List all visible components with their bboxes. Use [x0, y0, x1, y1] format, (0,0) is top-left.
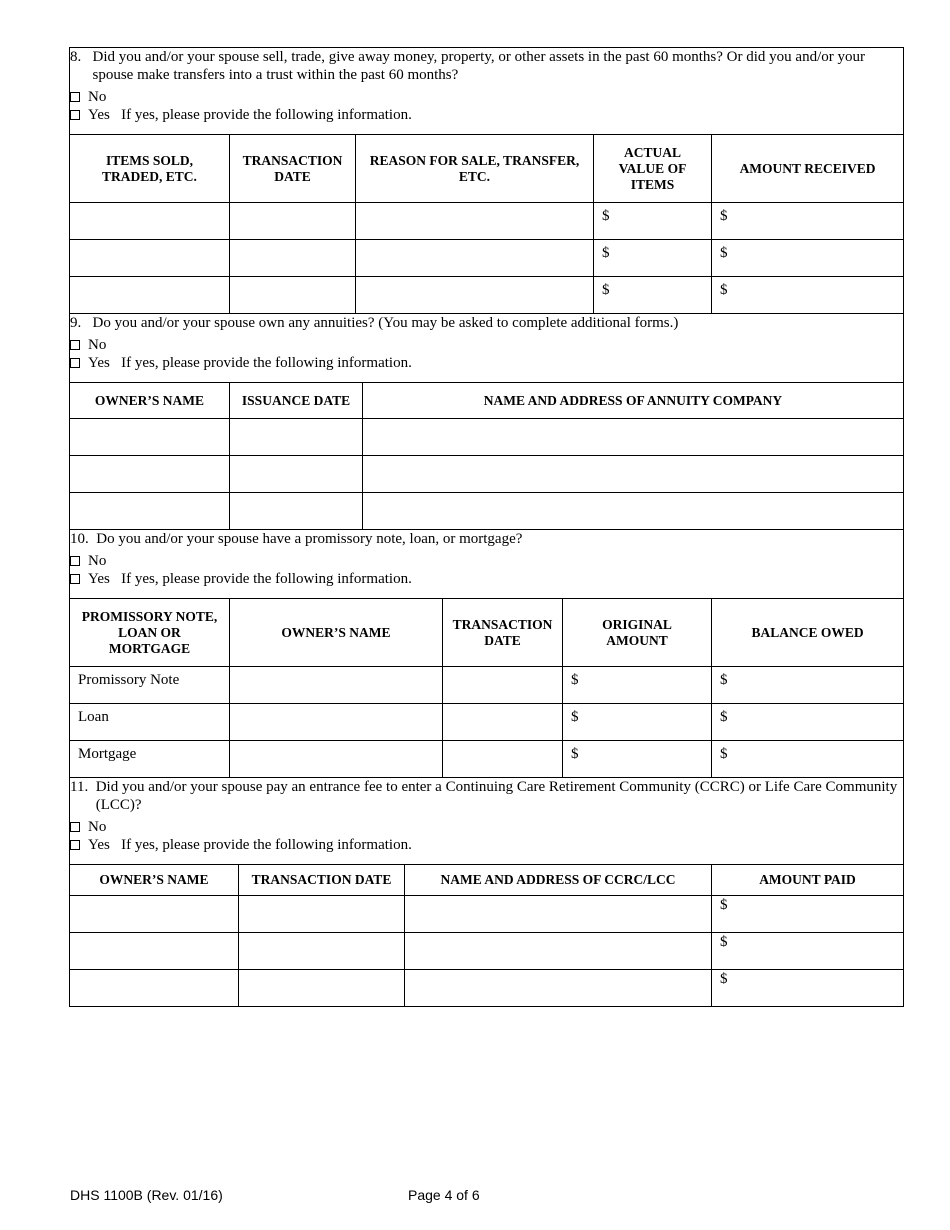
q11-owner-input[interactable] — [70, 896, 239, 933]
q11-header-ccrc: NAME AND ADDRESS OF CCRC/LCC — [405, 865, 712, 896]
q10-row-label: Promissory Note — [70, 667, 230, 704]
q8-items-input[interactable] — [70, 277, 230, 314]
q8-yes-label: Yes — [88, 107, 110, 123]
q10-date-input[interactable] — [443, 741, 563, 778]
table-row — [70, 277, 904, 314]
q8-items-input[interactable] — [70, 240, 230, 277]
q8-items-input[interactable] — [70, 203, 230, 240]
q9-table — [69, 313, 904, 530]
q11-number: 11. — [70, 779, 89, 795]
q8-value-input[interactable] — [594, 240, 712, 277]
q11-date-input[interactable] — [239, 970, 405, 1007]
q10-owner-input[interactable] — [230, 704, 443, 741]
currency-sign: $ — [720, 245, 728, 261]
q11-no-checkbox[interactable] — [70, 822, 80, 832]
currency-sign: $ — [720, 208, 728, 224]
q8-text: Did you and/or your spouse sell, trade, give away money, property, or other assets in the past 60 months? Or did you and/or your spouse make transfers into a trust within the past 60 months? — [92, 49, 865, 83]
q11-no-label: No — [88, 819, 107, 835]
q11-owner-input[interactable] — [70, 933, 239, 970]
q11-question — [70, 778, 904, 865]
q9-company-input[interactable] — [363, 456, 904, 493]
q8-date-input[interactable] — [230, 203, 356, 240]
table-row — [70, 933, 904, 970]
table-row — [70, 456, 904, 493]
q11-ccrc-input[interactable] — [405, 933, 712, 970]
q10-header-date: TRANSACTION DATE — [443, 599, 563, 667]
currency-sign: $ — [720, 746, 728, 762]
q10-header-owner: OWNER’S NAME — [230, 599, 443, 667]
q10-table — [69, 529, 904, 778]
page-number: Page 4 of 6 — [408, 1187, 480, 1203]
table-row — [70, 970, 904, 1007]
q11-date-input[interactable] — [239, 933, 405, 970]
q11-yes-option[interactable] — [70, 836, 903, 854]
q9-owner-input[interactable] — [70, 493, 230, 530]
q9-yes-followup: If yes, please provide the following information. — [121, 355, 412, 371]
currency-sign: $ — [720, 971, 728, 987]
q8-yes-followup: If yes, please provide the following information. — [121, 107, 412, 123]
q10-row-label: Loan — [70, 704, 230, 741]
q11-paid-input[interactable] — [712, 970, 904, 1007]
q11-no-option[interactable] — [70, 818, 903, 836]
q9-owner-input[interactable] — [70, 456, 230, 493]
q10-header-original: ORIGINAL AMOUNT — [563, 599, 712, 667]
q10-owner-input[interactable] — [230, 741, 443, 778]
q10-balance-input[interactable] — [712, 741, 904, 778]
q11-ccrc-input[interactable] — [405, 970, 712, 1007]
q10-owner-input[interactable] — [230, 667, 443, 704]
form-page — [69, 47, 903, 1007]
table-row — [70, 493, 904, 530]
q11-text: Did you and/or your spouse pay an entrance fee to enter a Continuing Care Retirement Community (CCRC) or Life Care Community (LCC)? — [95, 779, 898, 813]
form-id: DHS 1100B (Rev. 01/16) — [70, 1187, 223, 1203]
q8-yes-option[interactable] — [70, 106, 903, 124]
q9-owner-input[interactable] — [70, 419, 230, 456]
q8-header-date: TRANSACTION DATE — [230, 135, 356, 203]
q9-issuance-input[interactable] — [230, 456, 363, 493]
q11-table — [69, 777, 904, 1007]
currency-sign: $ — [720, 934, 728, 950]
q10-yes-label: Yes — [88, 571, 110, 587]
q8-table — [69, 47, 904, 314]
q11-yes-label: Yes — [88, 837, 110, 853]
q10-no-label: No — [88, 553, 107, 569]
q11-owner-input[interactable] — [70, 970, 239, 1007]
q10-balance-input[interactable] — [712, 704, 904, 741]
currency-sign: $ — [571, 746, 579, 762]
currency-sign: $ — [720, 672, 728, 688]
q8-question — [70, 48, 904, 135]
q10-date-input[interactable] — [443, 667, 563, 704]
q10-yes-followup: If yes, please provide the following information. — [121, 571, 412, 587]
currency-sign: $ — [602, 245, 610, 261]
q10-original-input[interactable] — [563, 667, 712, 704]
q10-header-balance: BALANCE OWED — [712, 599, 904, 667]
q10-date-input[interactable] — [443, 704, 563, 741]
q8-received-input[interactable] — [712, 240, 904, 277]
q8-header-value: ACTUAL VALUE OF ITEMS — [594, 135, 712, 203]
q10-row-label: Mortgage — [70, 741, 230, 778]
q8-reason-input[interactable] — [356, 277, 594, 314]
q11-header-date: TRANSACTION DATE — [239, 865, 405, 896]
q10-original-input[interactable] — [563, 704, 712, 741]
currency-sign: $ — [571, 709, 579, 725]
q10-no-checkbox[interactable] — [70, 556, 80, 566]
q11-yes-followup: If yes, please provide the following information. — [121, 837, 412, 853]
q9-yes-checkbox[interactable] — [70, 358, 80, 368]
q8-header-items: ITEMS SOLD, TRADED, ETC. — [70, 135, 230, 203]
q8-no-label: No — [88, 89, 107, 105]
q8-no-checkbox[interactable] — [70, 92, 80, 102]
q11-header-paid: AMOUNT PAID — [712, 865, 904, 896]
q10-question — [70, 530, 904, 599]
q9-header-issuance: ISSUANCE DATE — [230, 383, 363, 419]
table-row — [70, 667, 904, 704]
table-row — [70, 419, 904, 456]
q8-received-input[interactable] — [712, 277, 904, 314]
q8-value-input[interactable] — [594, 203, 712, 240]
currency-sign: $ — [602, 208, 610, 224]
q8-date-input[interactable] — [230, 277, 356, 314]
q8-header-received: AMOUNT RECEIVED — [712, 135, 904, 203]
q9-header-company: NAME AND ADDRESS OF ANNUITY COMPANY — [363, 383, 904, 419]
q9-issuance-input[interactable] — [230, 493, 363, 530]
q8-reason-input[interactable] — [356, 203, 594, 240]
q9-no-option[interactable] — [70, 336, 903, 354]
q11-paid-input[interactable] — [712, 896, 904, 933]
q9-no-checkbox[interactable] — [70, 340, 80, 350]
table-row — [70, 240, 904, 277]
q8-value-input[interactable] — [594, 277, 712, 314]
q9-number: 9. — [70, 315, 82, 331]
currency-sign: $ — [720, 897, 728, 913]
currency-sign: $ — [720, 282, 728, 298]
q9-company-input[interactable] — [363, 493, 904, 530]
table-row — [70, 741, 904, 778]
q11-yes-checkbox[interactable] — [70, 840, 80, 850]
q11-header-owner: OWNER’S NAME — [70, 865, 239, 896]
q9-question — [70, 314, 904, 383]
q10-original-input[interactable] — [563, 741, 712, 778]
q11-ccrc-input[interactable] — [405, 896, 712, 933]
q10-number: 10. — [70, 531, 89, 547]
table-row — [70, 704, 904, 741]
q9-no-label: No — [88, 337, 107, 353]
q8-reason-input[interactable] — [356, 240, 594, 277]
q9-issuance-input[interactable] — [230, 419, 363, 456]
q10-header-type: PROMISSORY NOTE, LOAN OR MORTGAGE — [70, 599, 230, 667]
currency-sign: $ — [571, 672, 579, 688]
q8-no-option[interactable] — [70, 88, 903, 106]
table-row — [70, 203, 904, 240]
q8-yes-checkbox[interactable] — [70, 110, 80, 120]
q9-yes-option[interactable] — [70, 354, 903, 372]
q8-header-reason: REASON FOR SALE, TRANSFER, ETC. — [356, 135, 594, 203]
q10-yes-checkbox[interactable] — [70, 574, 80, 584]
q9-company-input[interactable] — [363, 419, 904, 456]
q10-yes-option[interactable] — [70, 570, 903, 588]
currency-sign: $ — [720, 709, 728, 725]
q9-yes-label: Yes — [88, 355, 110, 371]
q10-balance-input[interactable] — [712, 667, 904, 704]
q9-text: Do you and/or your spouse own any annuities? (You may be asked to complete additional forms.) — [92, 315, 679, 331]
q8-date-input[interactable] — [230, 240, 356, 277]
currency-sign: $ — [602, 282, 610, 298]
q8-received-input[interactable] — [712, 203, 904, 240]
q11-date-input[interactable] — [239, 896, 405, 933]
q11-paid-input[interactable] — [712, 933, 904, 970]
q8-number: 8. — [70, 49, 82, 65]
q10-text: Do you and/or your spouse have a promissory note, loan, or mortgage? — [96, 531, 523, 547]
q10-no-option[interactable] — [70, 552, 903, 570]
table-row — [70, 896, 904, 933]
q9-header-owner: OWNER’S NAME — [70, 383, 230, 419]
